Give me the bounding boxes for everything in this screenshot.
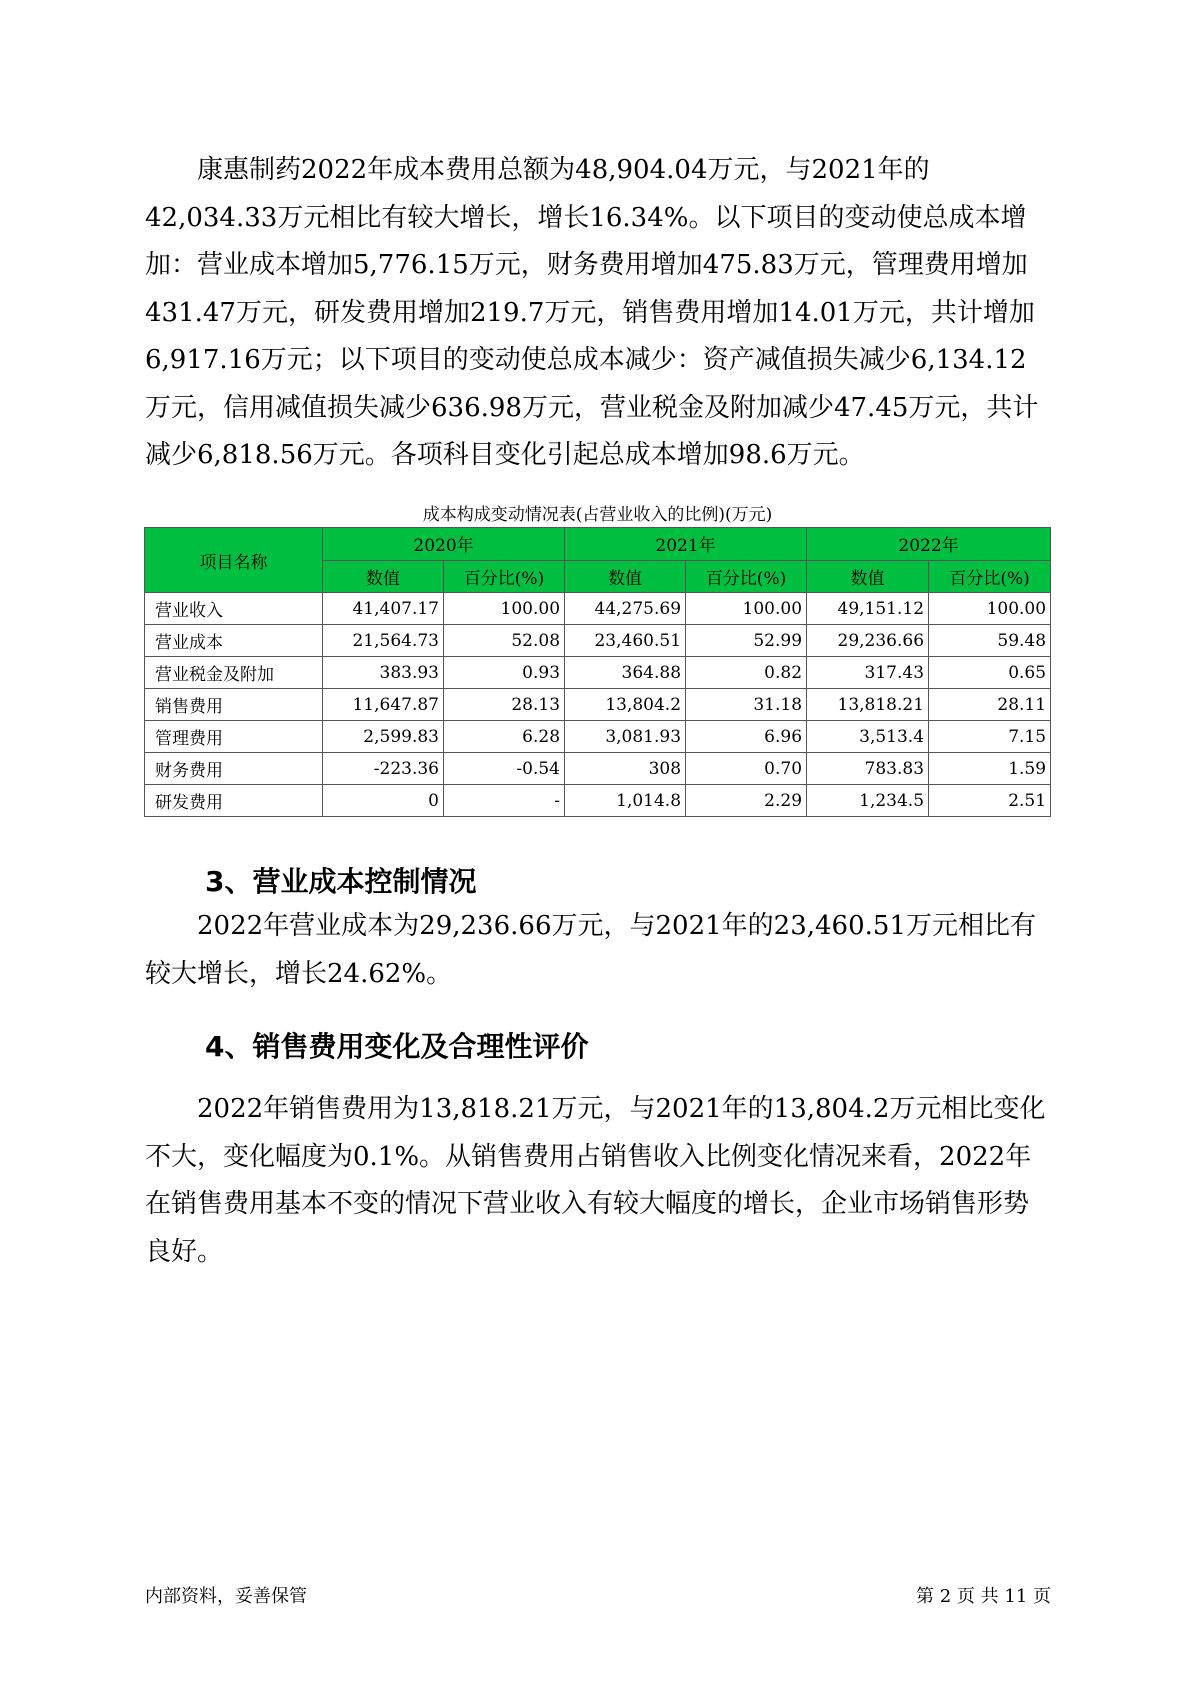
cell-value: 21,564.73 (323, 625, 444, 657)
table-row (145, 689, 1051, 721)
cell-percent: 0.70 (686, 753, 807, 785)
paragraph-cost-summary: 康惠制药2022年成本费用总额为48,904.04万元，与2021年的42,034.33万元相比有较大增长，增长16.34%。以下项目的变动使总成本增加：营业成本增加5,776.15万元，财务费用增加475.83万元，管理费用增加431.47万元，研发费用增加219.7万元，销售费用增加14.01万元，共计增加6,917.16万元；以下项目的变动使总成本减少：资产减值损失减少6,134.12万元，信用减值损失减少636.98万元，营业税金及附加减少47.45万元，共计减少6,818.56万元。各项科目变化引起总成本增加98.6万元。 (145, 155, 1039, 470)
cell-percent: 0.93 (444, 657, 565, 689)
cell-value: 317.43 (807, 657, 929, 689)
header-percent-2020: 百分比(%) (444, 560, 565, 593)
cell-percent: 2.29 (686, 785, 807, 817)
row-label: 营业成本 (145, 625, 323, 657)
header-value-2020: 数值 (323, 560, 444, 593)
footer-page-number: 第 2 页 共 11 页 (916, 1586, 1051, 1607)
section-heading-operating-cost: 3、营业成本控制情况 (205, 865, 477, 898)
table-row (145, 657, 1051, 689)
cell-value: 13,804.2 (565, 689, 686, 721)
table-row (145, 593, 1051, 625)
cell-value: 1,014.8 (565, 785, 686, 817)
section-heading-sales-expense: 4、销售费用变化及合理性评价 (205, 1030, 589, 1063)
row-label: 营业收入 (145, 593, 323, 625)
cell-percent: 52.99 (686, 625, 807, 657)
table-row (145, 753, 1051, 785)
cell-value: 364.88 (565, 657, 686, 689)
cell-value: 3,081.93 (565, 721, 686, 753)
header-value-2022: 数值 (807, 560, 929, 593)
cell-percent: 52.08 (444, 625, 565, 657)
footer-confidential-note: 内部资料，妥善保管 (145, 1586, 307, 1607)
cell-percent: 28.11 (929, 689, 1051, 721)
cell-value: 41,407.17 (323, 593, 444, 625)
cell-percent: 1.59 (929, 753, 1051, 785)
cell-value: -223.36 (323, 753, 444, 785)
cell-percent: 100.00 (444, 593, 565, 625)
cell-value: 11,647.87 (323, 689, 444, 721)
row-label: 销售费用 (145, 689, 323, 721)
header-year-2020: 2020年 (323, 528, 565, 561)
row-label: 管理费用 (145, 721, 323, 753)
cell-percent: 31.18 (686, 689, 807, 721)
header-year-2022: 2022年 (807, 528, 1051, 561)
paragraph-sales-expense: 2022年销售费用为13,818.21万元，与2021年的13,804.2万元相比变化不大，变化幅度为0.1%。从销售费用占销售收入比例变化情况来看，2022年在销售费用基本不变的情况下营业收入有较大幅度的增长，企业市场销售形势良好。 (145, 1094, 1046, 1267)
cell-value: 49,151.12 (807, 593, 929, 625)
cell-percent: 100.00 (686, 593, 807, 625)
cell-value: 0 (323, 785, 444, 817)
cell-percent: 7.15 (929, 721, 1051, 753)
cell-value: 1,234.5 (807, 785, 929, 817)
header-percent-2021: 百分比(%) (686, 560, 807, 593)
table-row (145, 721, 1051, 753)
cell-percent: 2.51 (929, 785, 1051, 817)
header-item-name: 项目名称 (145, 528, 323, 593)
cost-structure-table (144, 527, 1051, 817)
table-row (145, 785, 1051, 817)
cell-value: 13,818.21 (807, 689, 929, 721)
cell-percent: -0.54 (444, 753, 565, 785)
cell-value: 2,599.83 (323, 721, 444, 753)
table-caption: 成本构成变动情况表(占营业收入的比例)(万元) (422, 505, 773, 525)
cell-percent: 28.13 (444, 689, 565, 721)
cell-value: 29,236.66 (807, 625, 929, 657)
row-label: 营业税金及附加 (145, 657, 323, 689)
cell-value: 23,460.51 (565, 625, 686, 657)
cell-percent: 0.82 (686, 657, 807, 689)
cell-value: 383.93 (323, 657, 444, 689)
header-percent-2022: 百分比(%) (929, 560, 1051, 593)
cell-percent: 100.00 (929, 593, 1051, 625)
paragraph-operating-cost: 2022年营业成本为29,236.66万元，与2021年的23,460.51万元相比有较大增长，增长24.62%。 (145, 911, 1036, 989)
cell-percent: 59.48 (929, 625, 1051, 657)
header-value-2021: 数值 (565, 560, 686, 593)
cell-percent: 6.28 (444, 721, 565, 753)
cell-value: 3,513.4 (807, 721, 929, 753)
cell-value: 44,275.69 (565, 593, 686, 625)
cell-percent: 0.65 (929, 657, 1051, 689)
cell-value: 308 (565, 753, 686, 785)
cell-percent: - (444, 785, 565, 817)
table-row (145, 625, 1051, 657)
header-year-2021: 2021年 (565, 528, 807, 561)
table-header-row-years (145, 528, 1051, 561)
cell-percent: 6.96 (686, 721, 807, 753)
row-label: 财务费用 (145, 753, 323, 785)
row-label: 研发费用 (145, 785, 323, 817)
cell-value: 783.83 (807, 753, 929, 785)
